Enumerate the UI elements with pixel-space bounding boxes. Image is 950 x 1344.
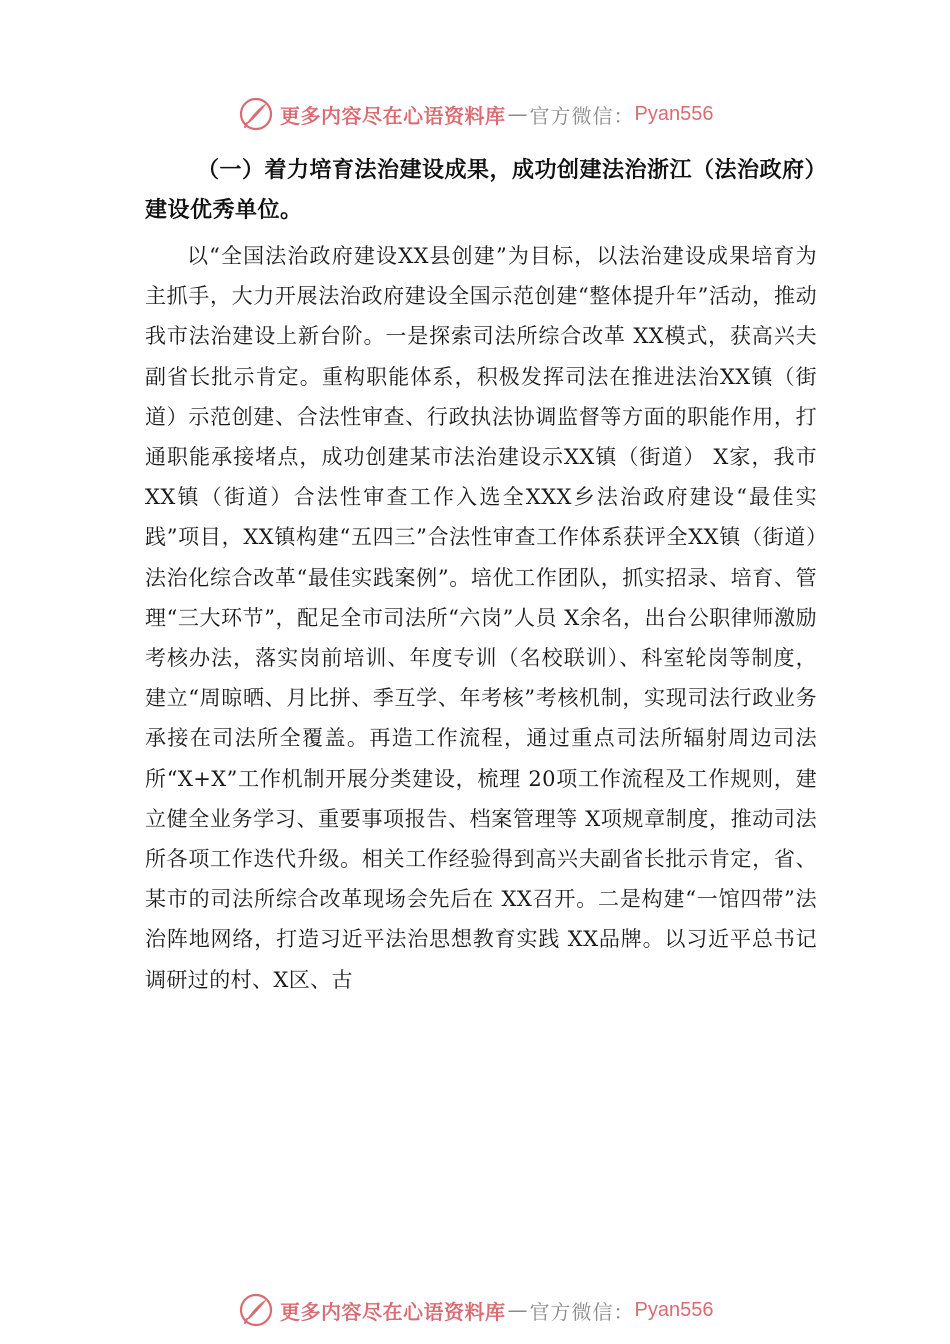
document-content: [145, 150, 817, 1000]
banner-dash: —: [507, 1298, 528, 1322]
top-watermark-banner: [238, 94, 713, 134]
bottom-watermark-banner: [238, 1290, 713, 1330]
quill-logo-icon: [238, 1292, 274, 1328]
banner-brand-text: 更多内容尽在心语资料库: [280, 1299, 506, 1324]
banner-official-label: 官方微信：: [529, 103, 635, 128]
banner-wechat-id: Pyan556: [634, 1298, 714, 1321]
quill-logo-icon: [238, 96, 274, 132]
banner-dash: —: [507, 102, 528, 126]
banner-wechat-id: Pyan556: [634, 102, 714, 125]
banner-official-label: 官方微信：: [529, 1299, 635, 1324]
section-heading: （一）着力培育法治建设成果，成功创建法治浙江（法治政府）建设优秀单位。: [145, 157, 817, 223]
section-body-paragraph: 以“全国法治政府建设XX县创建”为目标，以法治建设成果培育为主抓手，大力开展法治政府建设全国示范创建“整体提升年”活动，推动我市法治建设上新台阶。一是探索司法所综合改革 XX模式，获高兴夫副省长批示肯定。重构职能体系，积极发挥司法在推进法治XX镇（街道）示范创建、合法性审查、行政执法协调监督等方面的职能作用，打通职能承接堵点，成功创建某市法治建设示XX镇（街道） X家，我市XX镇（街道）合法性审查工作入选全XXX乡法治政府建设“最佳实践”项目，XX镇构建“五四三”合法性审查工作体系获评全XX镇（街道）法治化综合改革“最佳实践案例”。培优工作团队，抓实招录、培育、管理“三大环节”，配足全市司法所“六岗”人员 X余名，出台公职律师激励考核办法，落实岗前培训、年度专训（名校联训）、科室轮岗等制度，建立“周晾晒、月比拼、季互学、年考核”考核机制，实现司法行政业务承接在司法所全覆盖。再造工作流程，通过重点司法所辐射周边司法所“X+X”工作机制开展分类建设，梳理 20项工作流程及工作规则，建立健全业务学习、重要事项报告、档案管理等 X项规章制度，推动司法所各项工作迭代升级。相关工作经验得到高兴夫副省长批示肯定，省、某市的司法所综合改革现场会先后在 XX召开。二是构建“一馆四带”法治阵地网络，打造习近平法治思想教育实践 XX品牌。以习近平总书记调研过的村、X区、古: [145, 244, 817, 992]
banner-brand-text: 更多内容尽在心语资料库: [280, 103, 506, 128]
